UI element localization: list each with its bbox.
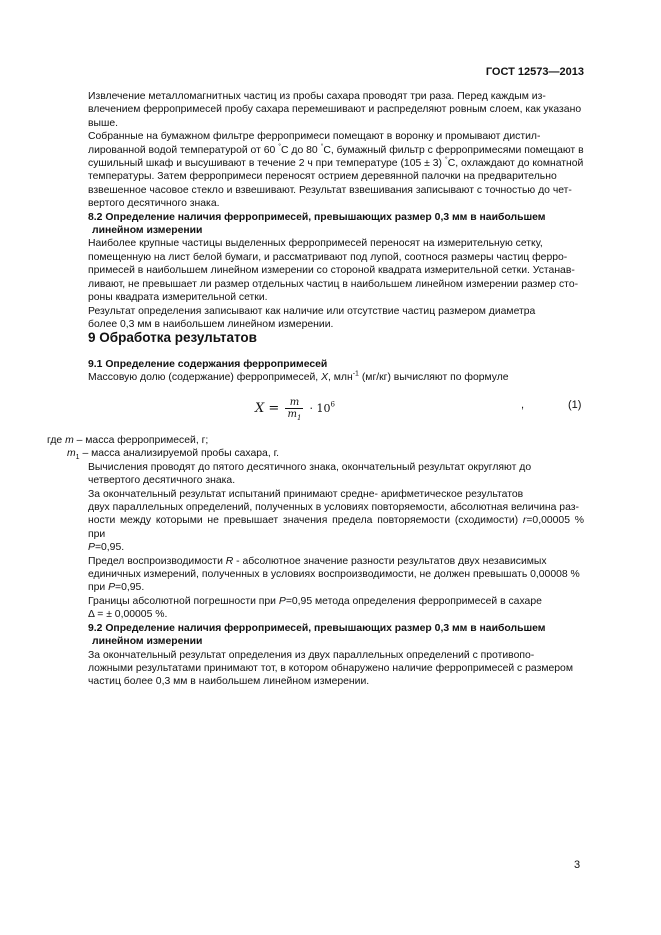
text-line: вертого десятичного знака. (88, 198, 220, 210)
subscript: 1 (296, 414, 302, 422)
heading-line: линейном измерении (92, 636, 203, 648)
text-line: Наиболее крупные частицы выделенных ферропримесей переносят на измерительную сетку, (88, 238, 543, 250)
formula-1 (0, 395, 661, 423)
paragraph (88, 371, 584, 384)
text-line: температуры. Затем ферропримеси переносят острием деревянной палочки на предварительно (88, 171, 557, 183)
text-line: ности между которыми не превышает значения предела повторяемости (сходимости) (88, 515, 523, 527)
text-line: ливают, не превышает ли размер отдельных частиц в наибольшем линейном измерении размер сто- (88, 278, 579, 290)
paragraph (88, 461, 584, 488)
standard-header: ГОСТ 12573—2013 (485, 66, 584, 78)
paragraph (88, 488, 584, 555)
superscript: -1 (352, 370, 359, 378)
section-9-1-paragraphs (47, 461, 584, 689)
text-line: Вычисления проводят до пятого десятичного знака, окончательный результат округляют до (88, 461, 532, 473)
section-9-1-body (47, 434, 584, 689)
formula-equals: = (268, 401, 280, 416)
text-line: Результат определения записывают как наличие или отсутствие частиц размером диаметра (88, 305, 536, 317)
text-line: С, охлаждают до комнатной (447, 158, 584, 170)
formula-legend (47, 434, 584, 461)
text-line: примесей в наибольшем линейном измерении со стороной квадрата измерительной сетки. Устанав- (88, 265, 575, 277)
text-line: (мг/кг) вычисляют по формуле (358, 372, 509, 384)
text-line: где (47, 435, 66, 446)
denominator-variable: m (287, 409, 297, 420)
variable-x: X (321, 372, 328, 384)
text-line: единичных измерений, полученных в условиях воспроизводимости, не должен превышать 0,00008 % (88, 569, 580, 581)
text-line: выше. (88, 117, 118, 129)
subsection-9-2-heading (88, 622, 584, 649)
section-8-text (88, 90, 584, 331)
text-line: помещенную на лист белой бумаги, и рассматривают под лупой, соотнося размеры частиц ферро- (88, 251, 568, 263)
text-line: С, бумажный фильтр с ферропримесями помещают в (323, 144, 584, 156)
variable-r-upper: R (225, 555, 234, 567)
text-line: влечением ферропримесей пробу сахара перемешивают и распределяют ровным слоем, как указано (88, 104, 582, 116)
heading-line: линейном измерении (92, 225, 203, 237)
text-line: Δ = ± 0,00005 %. (88, 609, 168, 621)
formula-lhs: X (255, 401, 265, 416)
subsection-8-2-heading (88, 211, 584, 238)
text-line: Извлечение металломагнитных частиц из пробы сахара проводят три раза. Перед каждым из- (88, 91, 546, 102)
text-line: , млн (328, 372, 353, 384)
text-line: сушильный шкаф и высушивают в течение 2 ч при температуре (105 ± 3) (88, 158, 445, 170)
formula-expression (255, 397, 335, 420)
fraction-denominator (285, 409, 303, 420)
paragraph (88, 649, 584, 689)
heading-line: 8.2 Определение наличия ферропримесей, превышающих размер 0,3 мм в наибольшем (88, 211, 546, 223)
variable-p: P (88, 542, 95, 554)
text-line: – масса анализируемой пробы сахара, г. (79, 448, 280, 460)
text-line: при (88, 582, 109, 594)
text-line: более 0,3 мм в наибольшем линейном измерении. (88, 318, 334, 330)
text-line: Массовую долю (содержание) ферропримесей, (88, 372, 322, 384)
text-line: =0,95 метода определения ферропримесей в сахаре (285, 595, 542, 607)
text-line: ложными результатами принимают тот, в котором обнаружено наличие ферропримесей с размером (88, 662, 573, 674)
variable-m1: m (67, 448, 76, 460)
text-line: лированной водой температурой от 60 (88, 144, 279, 156)
section-9-1 (88, 358, 584, 385)
formula-number: (1) (568, 399, 582, 411)
formula-fraction (285, 397, 303, 420)
paragraph (88, 237, 584, 304)
paragraph (88, 130, 584, 210)
paragraph (88, 595, 584, 622)
text-line: роны квадрата измерительной сетки. (88, 292, 268, 304)
text-line: частиц более 0,3 мм в наибольшем линейном измерении. (88, 676, 370, 688)
text-line: двух параллельных определений, полученных в условиях повторяемости, абсолютная величина раз- (88, 502, 579, 514)
formula-power: 6 (330, 400, 336, 409)
text-line: =0,00005 % при (88, 515, 584, 540)
text-line: =0,95. (94, 542, 125, 554)
variable-r: r (522, 515, 527, 527)
paragraph (88, 90, 584, 130)
text-line: - абсолютное значение разности результатов двух независимых (233, 555, 547, 567)
degree-symbol: ° (278, 143, 281, 151)
text-line: =0,95. (115, 582, 145, 594)
text-line: За окончательный результат испытаний принимают средне- арифметическое результатов (88, 488, 524, 500)
text-line: Собранные на бумажном фильтре ферропримеси помещают в воронку и промывают дистил- (88, 131, 541, 143)
section-9-title: 9 Обработка результатов (88, 330, 257, 345)
variable-m: m (65, 435, 74, 446)
formula-multiplier: · 10 (309, 402, 331, 415)
variable-p: P (278, 595, 286, 607)
page-number: 3 (574, 859, 581, 871)
heading-line: 9.2 Определение наличия ферропримесей, превышающих размер 0,3 мм в наибольшем (88, 622, 546, 634)
formula-comma: , (521, 399, 525, 411)
paragraph (88, 555, 584, 595)
text-line: За окончательный результат определения из двух параллельных определений с противопо- (88, 649, 535, 661)
subscript: 1 (75, 454, 80, 462)
degree-symbol: ° (320, 143, 324, 151)
text-line: – масса ферропримесей, г; (73, 435, 209, 446)
subsection-9-1-heading: 9.1 Определение содержания ферропримесей (88, 359, 328, 370)
paragraph (88, 305, 584, 332)
text-line: четвертого десятичного знака. (88, 475, 236, 487)
text-line: Предел воспроизводимости (88, 555, 226, 567)
variable-p: P (108, 582, 116, 594)
text-line: Границы абсолютной погрешности при (88, 595, 279, 607)
fraction-numerator: m (285, 397, 303, 409)
text-line: С до 80 (281, 144, 321, 156)
degree-symbol: ° (444, 156, 448, 164)
text-line: взвешенное часовое стекло и взвешивают. Результат взвешивания записывают с точностью до чет- (88, 184, 572, 196)
